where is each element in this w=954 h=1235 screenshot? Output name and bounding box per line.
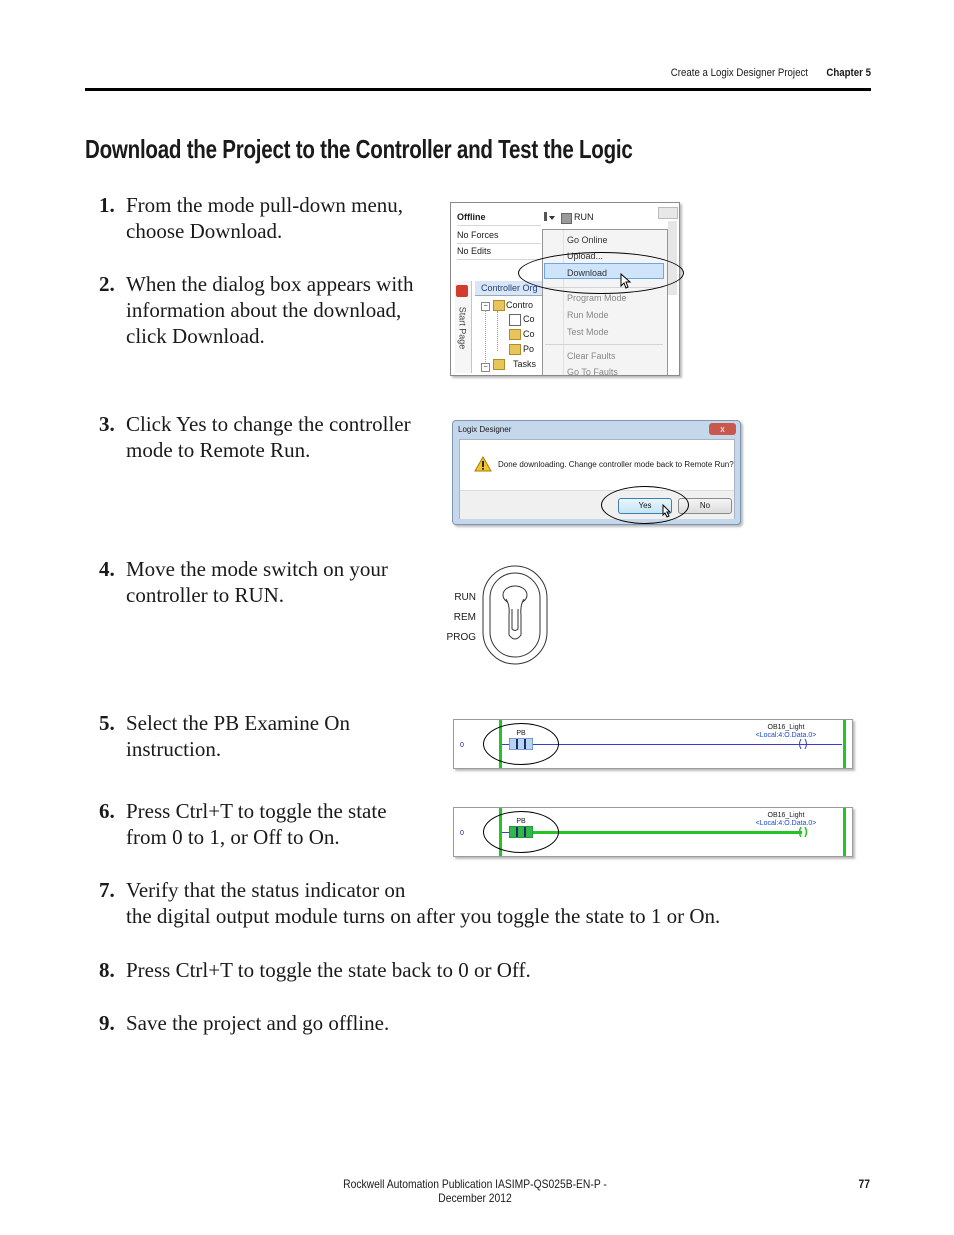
rung-wire-energized (532, 831, 802, 834)
start-page-icon (456, 285, 468, 297)
menu-separator (545, 344, 663, 345)
status-no-forces: No Forces (457, 227, 541, 244)
folder-icon (493, 359, 505, 370)
step-text-line: controller to RUN. (126, 583, 285, 607)
tree-connector (497, 311, 499, 351)
mode-switch-figure (440, 562, 560, 672)
tree-collapse-icon[interactable]: − (481, 302, 490, 311)
step-text-line: When the dialog box appears with (126, 272, 414, 296)
logix-designer-dialog (452, 420, 741, 525)
step-text-line: From the mode pull-down menu, (126, 193, 404, 217)
rung-number: 0 (460, 830, 464, 837)
menu-item-go-online[interactable]: Go Online (567, 235, 608, 245)
menu-gutter (563, 230, 564, 376)
step-text-line: instruction. (126, 737, 222, 761)
step-number: 6. (99, 799, 115, 823)
no-button[interactable]: No (678, 498, 732, 514)
step-text-line: the digital output module turns on after you toggle the state to 1 or On. (126, 904, 721, 928)
folder-icon (509, 329, 521, 340)
coil-address: <Local:4:O.Data.0> (755, 820, 817, 827)
step-text-line: Click Yes to change the controller (126, 412, 411, 436)
highlight-ellipse (483, 811, 559, 853)
right-power-rail (843, 720, 846, 768)
step-number: 3. (99, 412, 115, 436)
folder-icon (509, 344, 521, 355)
run-state-icon (561, 213, 572, 224)
menu-item-download[interactable]: Download (567, 268, 608, 278)
menu-item-clear-faults[interactable]: Clear Faults (567, 351, 616, 361)
contact-tag: PB (516, 818, 526, 825)
menu-item-program-mode[interactable]: Program Mode (567, 293, 627, 303)
menu-item-run-mode[interactable]: Run Mode (567, 310, 609, 320)
switch-label-prog: PROG (446, 632, 476, 643)
run-mode-label: RUN (574, 212, 594, 222)
running-header-chapter: Chapter 5 (826, 67, 871, 79)
tree-connector (485, 310, 487, 362)
step-text-line: from 0 to 1, or Off to On. (126, 825, 340, 849)
step-text-line: choose Download. (126, 219, 283, 243)
step-number: 5. (99, 711, 115, 735)
step-text-line: Select the PB Examine On (126, 711, 350, 735)
step-number: 9. (99, 1011, 115, 1035)
step-text-line: Verify that the status indicator on (126, 878, 406, 902)
start-page-label: Start Page (457, 306, 468, 350)
step-number: 2. (99, 272, 115, 296)
edit-icon (509, 314, 521, 326)
coil-tag: OB16_Light (767, 724, 805, 731)
running-header-title: Create a Logix Designer Project (670, 67, 808, 79)
dialog-button-bar (460, 490, 734, 519)
warning-icon (474, 456, 492, 472)
header-rule (85, 88, 871, 91)
rung-number: 0 (460, 742, 464, 749)
highlight-ellipse (601, 486, 689, 524)
step-number: 1. (99, 193, 115, 217)
switch-label-run: RUN (454, 592, 476, 603)
start-page-tab[interactable] (455, 281, 472, 373)
menu-item-go-to-faults[interactable]: Go To Faults (567, 367, 618, 376)
folder-icon (493, 300, 505, 311)
key-switch-icon[interactable] (482, 565, 548, 665)
dialog-body (459, 439, 735, 519)
tree-collapse-icon[interactable]: − (481, 363, 490, 372)
page-number: 77 (858, 1177, 870, 1191)
ote-coil-icon[interactable] (798, 739, 808, 749)
tree-item-controller[interactable]: Contro (506, 300, 534, 310)
tree-item[interactable]: Co (523, 329, 535, 339)
highlight-ellipse (483, 723, 559, 765)
right-power-rail (843, 808, 846, 856)
tree-item[interactable]: Po (523, 344, 535, 354)
step-text-line: information about the download, (126, 298, 402, 322)
contact-tag: PB (516, 730, 526, 737)
toolbar-button[interactable] (658, 207, 678, 219)
yes-button[interactable]: Yes (618, 498, 672, 514)
highlight-ellipse (518, 252, 684, 294)
tree-item-tasks[interactable]: Tasks (513, 359, 537, 369)
step-number: 8. (99, 958, 115, 982)
step-text-line: Save the project and go offline. (126, 1011, 390, 1035)
step-number: 4. (99, 557, 115, 581)
step-text-line: Press Ctrl+T to toggle the state (126, 799, 387, 823)
status-offline[interactable]: Offline (457, 209, 541, 226)
dialog-message: Done downloading. Change controller mode back to Remote Run? (498, 460, 734, 469)
step-text-line: click Download. (126, 324, 265, 348)
ote-coil-icon[interactable] (798, 827, 808, 837)
menu-item-upload[interactable]: Upload... (567, 251, 604, 261)
controller-organizer-title: Controller Org (475, 281, 549, 296)
organizer-tree (475, 296, 543, 376)
footer-publication: Rockwell Automation Publication IASIMP-QS025B-EN-P - December 2012 (343, 1177, 607, 1205)
step-text-line: mode to Remote Run. (126, 438, 311, 462)
step-text-line: Move the mode switch on your (126, 557, 388, 581)
section-heading: Download the Project to the Controller and Test the Logic (85, 134, 633, 164)
coil-tag: OB16_Light (767, 812, 805, 819)
menu-item-test-mode[interactable]: Test Mode (567, 327, 609, 337)
dialog-title: Logix Designer (458, 425, 512, 434)
switch-label-rem: REM (453, 612, 476, 623)
status-no-edits: No Edits (457, 243, 541, 260)
tree-item[interactable]: Co (523, 314, 535, 324)
dialog-close-button[interactable]: x (709, 423, 736, 435)
step-number: 7. (99, 878, 115, 902)
step-text-line: Press Ctrl+T to toggle the state back to 0 or Off. (126, 958, 531, 982)
mode-dropdown-arrow-icon[interactable] (544, 211, 556, 223)
coil-address: <Local:4:O.Data.0> (755, 732, 817, 739)
